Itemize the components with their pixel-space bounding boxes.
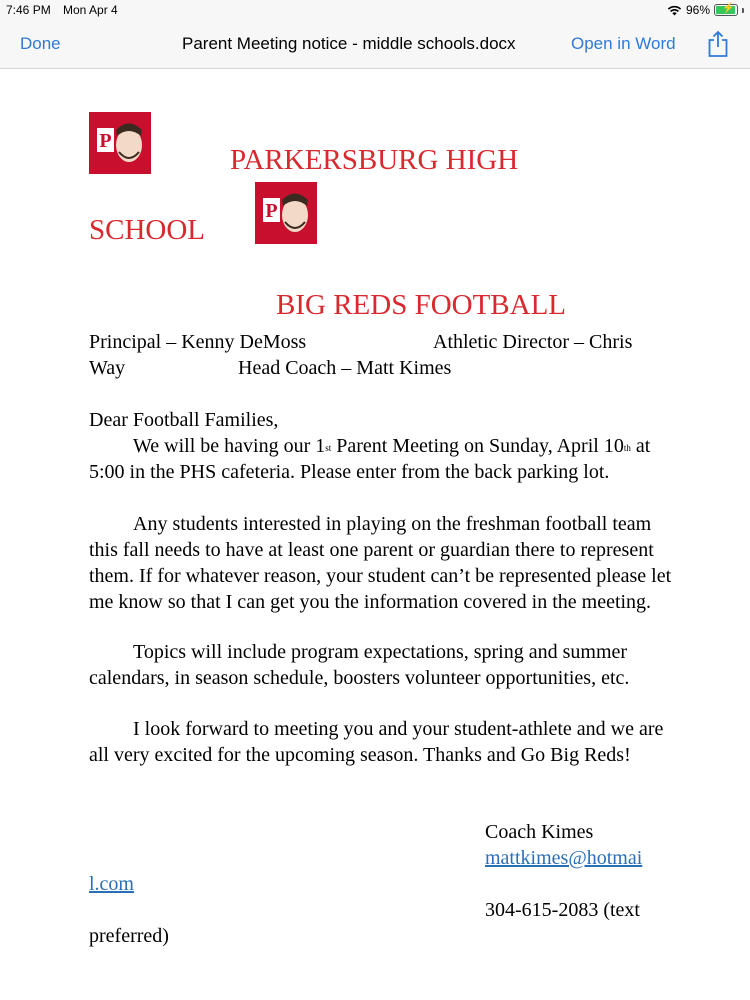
greeting: Dear Football Families,	[89, 409, 279, 431]
school-logo-2	[255, 182, 317, 244]
battery-nub	[742, 8, 744, 13]
battery-percent: 96%	[685, 3, 710, 17]
head-coach-line: Head Coach – Matt Kimes	[238, 357, 452, 379]
document-title: Parent Meeting notice - middle schools.docx	[182, 34, 516, 53]
done-button[interactable]: Done	[20, 34, 61, 53]
athletic-director-line: Athletic Director – Chris	[433, 331, 633, 353]
paragraph-meeting: We will be having our 1st Parent Meeting on Sunday, April 10th at 5:00 in the PHS cafeteria. Please enter from the back parking lot.	[89, 435, 651, 483]
paragraph-closing: I look forward to meeting you and your student-athlete and we are all very excited for the upcoming season. Thanks and Go Big Reds!	[89, 718, 664, 766]
phone-line: 304-615-2083 (text	[485, 899, 640, 921]
document-page	[0, 69, 750, 1000]
status-indicators	[667, 3, 744, 17]
paragraph-freshman: Any students interested in playing on the freshman football team this fall needs to have at least one parent or guardian there to represent them. If for whatever reason, your student can’t be represented please let me know so that I can get you the information covered in the meeting.	[89, 513, 672, 613]
nav-bar	[0, 22, 750, 69]
bolt-icon: ⚡	[722, 3, 735, 14]
school-logo	[89, 112, 151, 174]
open-in-word-button[interactable]: Open in Word	[571, 34, 676, 53]
paragraph-topics: Topics will include program expectations, spring and summer calendars, in season schedule, boosters volunteer opportunities, etc.	[89, 641, 630, 689]
battery-charging-icon	[714, 4, 738, 16]
wifi-icon	[667, 5, 682, 16]
phone-line-continued: preferred)	[89, 925, 169, 947]
athletic-director-continued: Way	[89, 357, 126, 379]
program-name: BIG REDS FOOTBALL	[276, 289, 567, 321]
school-name-line2: SCHOOL	[89, 214, 206, 246]
status-time: 7:46 PM	[6, 3, 51, 17]
status-date: Mon Apr 4	[63, 3, 118, 17]
email-link[interactable]: mattkimes@hotmai	[485, 847, 643, 869]
signature-name: Coach Kimes	[485, 821, 594, 843]
status-bar	[0, 0, 750, 22]
share-icon[interactable]	[706, 30, 730, 58]
svg-text:P: P	[99, 130, 112, 152]
principal-line: Principal – Kenny DeMoss	[89, 331, 307, 353]
email-link-continued[interactable]: l.com	[89, 873, 134, 895]
school-name-line1: PARKERSBURG HIGH	[230, 144, 519, 176]
svg-text:P: P	[265, 200, 278, 222]
